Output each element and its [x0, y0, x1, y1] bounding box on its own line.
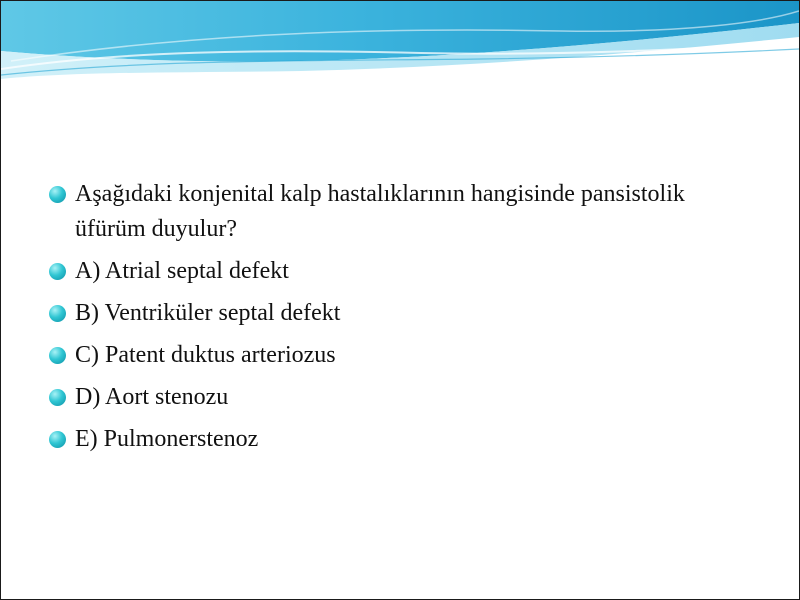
list-item [49, 296, 749, 331]
header-wave-decoration [1, 1, 799, 91]
option-b-text: B) Ventriküler septal defekt [75, 300, 341, 326]
bullet-icon [49, 431, 66, 448]
question-bullet-list [49, 177, 749, 464]
bullet-icon [49, 305, 66, 322]
list-item [49, 177, 749, 247]
bullet-icon [49, 186, 66, 203]
option-c-text: C) Patent duktus arteriozus [75, 342, 336, 368]
question-text: Aşağıdaki konjenital kalp hastalıklarının hangisinde pansistolik üfürüm duyulur? [75, 181, 685, 242]
list-item [49, 338, 749, 373]
bullet-icon [49, 389, 66, 406]
option-e-text: E) Pulmonerstenoz [75, 426, 259, 452]
option-d-text: D) Aort stenozu [75, 384, 229, 410]
option-a-text: A) Atrial septal defekt [75, 258, 289, 284]
bullet-icon [49, 263, 66, 280]
list-item [49, 422, 749, 457]
bullet-icon [49, 347, 66, 364]
list-item [49, 254, 749, 289]
list-item [49, 380, 749, 415]
